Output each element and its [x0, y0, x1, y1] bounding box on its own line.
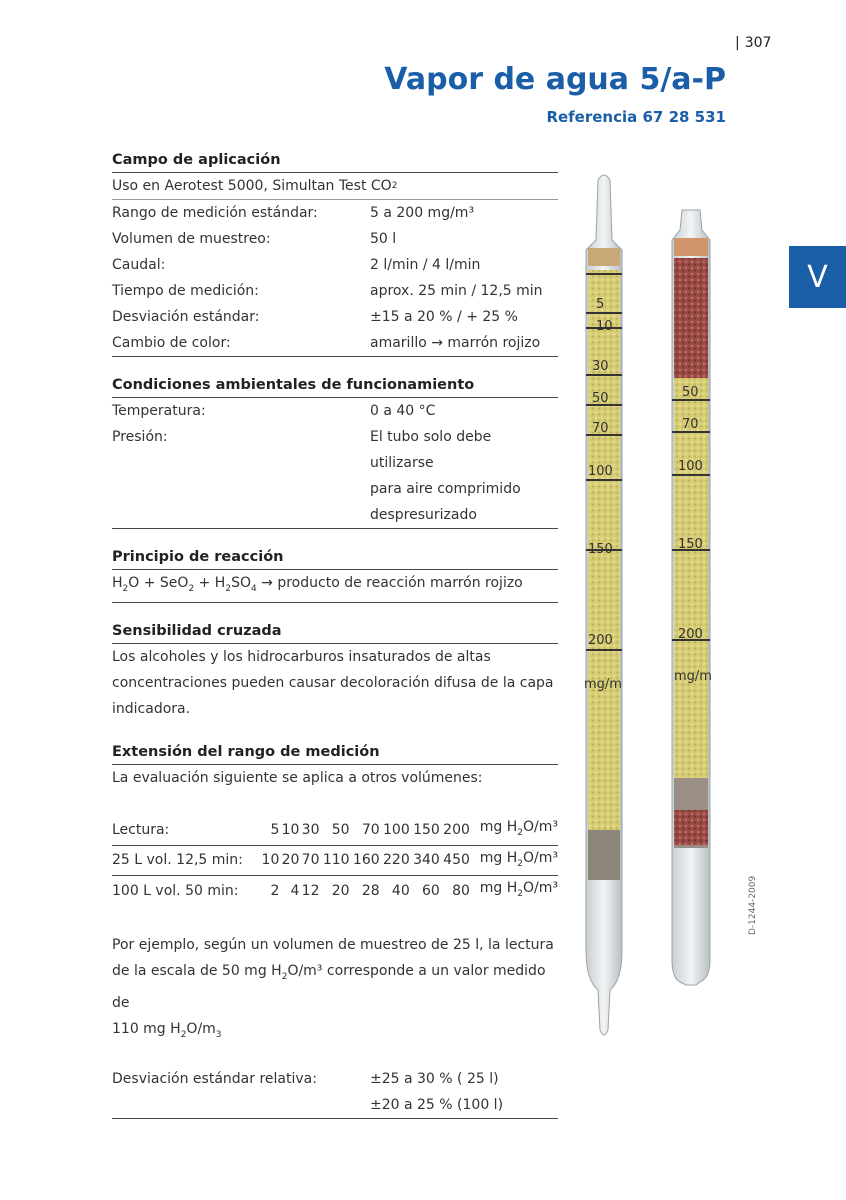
sensibilidad-title: Sensibilidad cruzada — [112, 619, 558, 644]
dev-row-cont: ±20 a 25 % (100 l) — [112, 1092, 558, 1119]
sensibilidad-text: Los alcoholes y los hidrocarburos insaturados de altas concentraciones pueden causar decoloración difusa de la capa indicadora. — [112, 648, 554, 717]
scale-label: 10 — [596, 319, 613, 334]
scale-label: 150 — [678, 537, 703, 552]
campo-row: Rango de medición estándar: 5 a 200 mg/m³ — [112, 205, 475, 221]
content-column — [112, 148, 558, 1119]
scale-label: 50 — [592, 391, 609, 406]
campo-row: Tiempo de medición: aprox. 25 min / 12,5 min — [112, 283, 543, 299]
extension-title: Extensión del rango de medición — [112, 740, 558, 765]
extension-intro: La evaluación siguiente se aplica a otros volúmenes: — [112, 769, 483, 786]
example-text: Por ejemplo, según un volumen de muestreo de 25 l, la lectura de la escala de 50 mg $H_2O/m^3$ corresponde a un valor medido de 110 mg $H_2O/m_3$ — [112, 937, 554, 1040]
campo-rows — [112, 200, 558, 357]
scale-label: mg/m — [584, 677, 622, 692]
table-row: 25 L vol. 12,5 min: 10 20 70 110 160 220 340 450 mg $H_2O/m^3$ — [112, 845, 558, 876]
scale-label: 70 — [592, 421, 609, 436]
campo-row: Volumen de muestreo: 50 l — [112, 231, 397, 247]
table-row: Lectura: 5 10 30 50 70 100 150 200 mg $H_2O/m^3$ — [112, 815, 558, 845]
scale-label: mg/m — [674, 669, 712, 684]
principio-title: Principio de reacción — [112, 545, 558, 570]
pres-row-cont: para aire comprimido — [370, 481, 521, 497]
tube-right — [672, 210, 710, 985]
tube-illustration — [570, 170, 730, 1054]
dev-row: Desviación estándar relativa: ±25 a 30 % ( 25 l) — [112, 1070, 499, 1087]
temp-row: Temperatura: 0 a 40 °C — [112, 403, 436, 419]
campo-row: Desviación estándar: ±15 a 20 % / + 25 % — [112, 309, 518, 325]
image-code: D-1244-2009 — [748, 875, 758, 935]
scale-label: 5 — [596, 297, 605, 312]
page-title: Vapor de agua 5/a-P — [384, 62, 726, 97]
scale-label: 30 — [592, 359, 609, 374]
scale-label: 50 — [682, 385, 699, 400]
section-tab[interactable]: V — [789, 246, 846, 308]
pres-row: Presión: El tubo solo debe utilizarse — [112, 429, 492, 471]
pres-row-cont: despresurizado — [112, 502, 558, 529]
table-row: 100 L vol. 50 min: 2 4 12 20 28 40 60 80 mg $H_2O/m^3$ — [112, 880, 558, 900]
campo-row: Cambio de color: amarillo → marrón rojizo — [112, 330, 558, 357]
scale-label: 100 — [678, 459, 703, 474]
campo-row: Caudal: 2 l/min / 4 l/min — [112, 257, 481, 273]
reference-number: Referencia 67 28 531 — [546, 108, 726, 126]
scale-label: 100 — [588, 464, 613, 479]
scale-label: 200 — [678, 627, 703, 642]
extension-table — [112, 815, 558, 906]
scale-label: 150 — [588, 542, 613, 557]
tubes-svg — [570, 170, 730, 1050]
page-number: | 307 — [735, 35, 772, 51]
reaction-formula: $H_2O + SeO_2 + H_2SO_4$ → producto de reacción marrón rojizo — [112, 570, 558, 603]
scale-label: 200 — [588, 633, 613, 648]
campo-title: Campo de aplicación — [112, 148, 558, 173]
condiciones-title: Condiciones ambientales de funcionamiento — [112, 373, 558, 398]
use-row: Uso en Aerotest 5000, Simultan Test CO 2 — [112, 173, 558, 200]
scale-label: 70 — [682, 417, 699, 432]
